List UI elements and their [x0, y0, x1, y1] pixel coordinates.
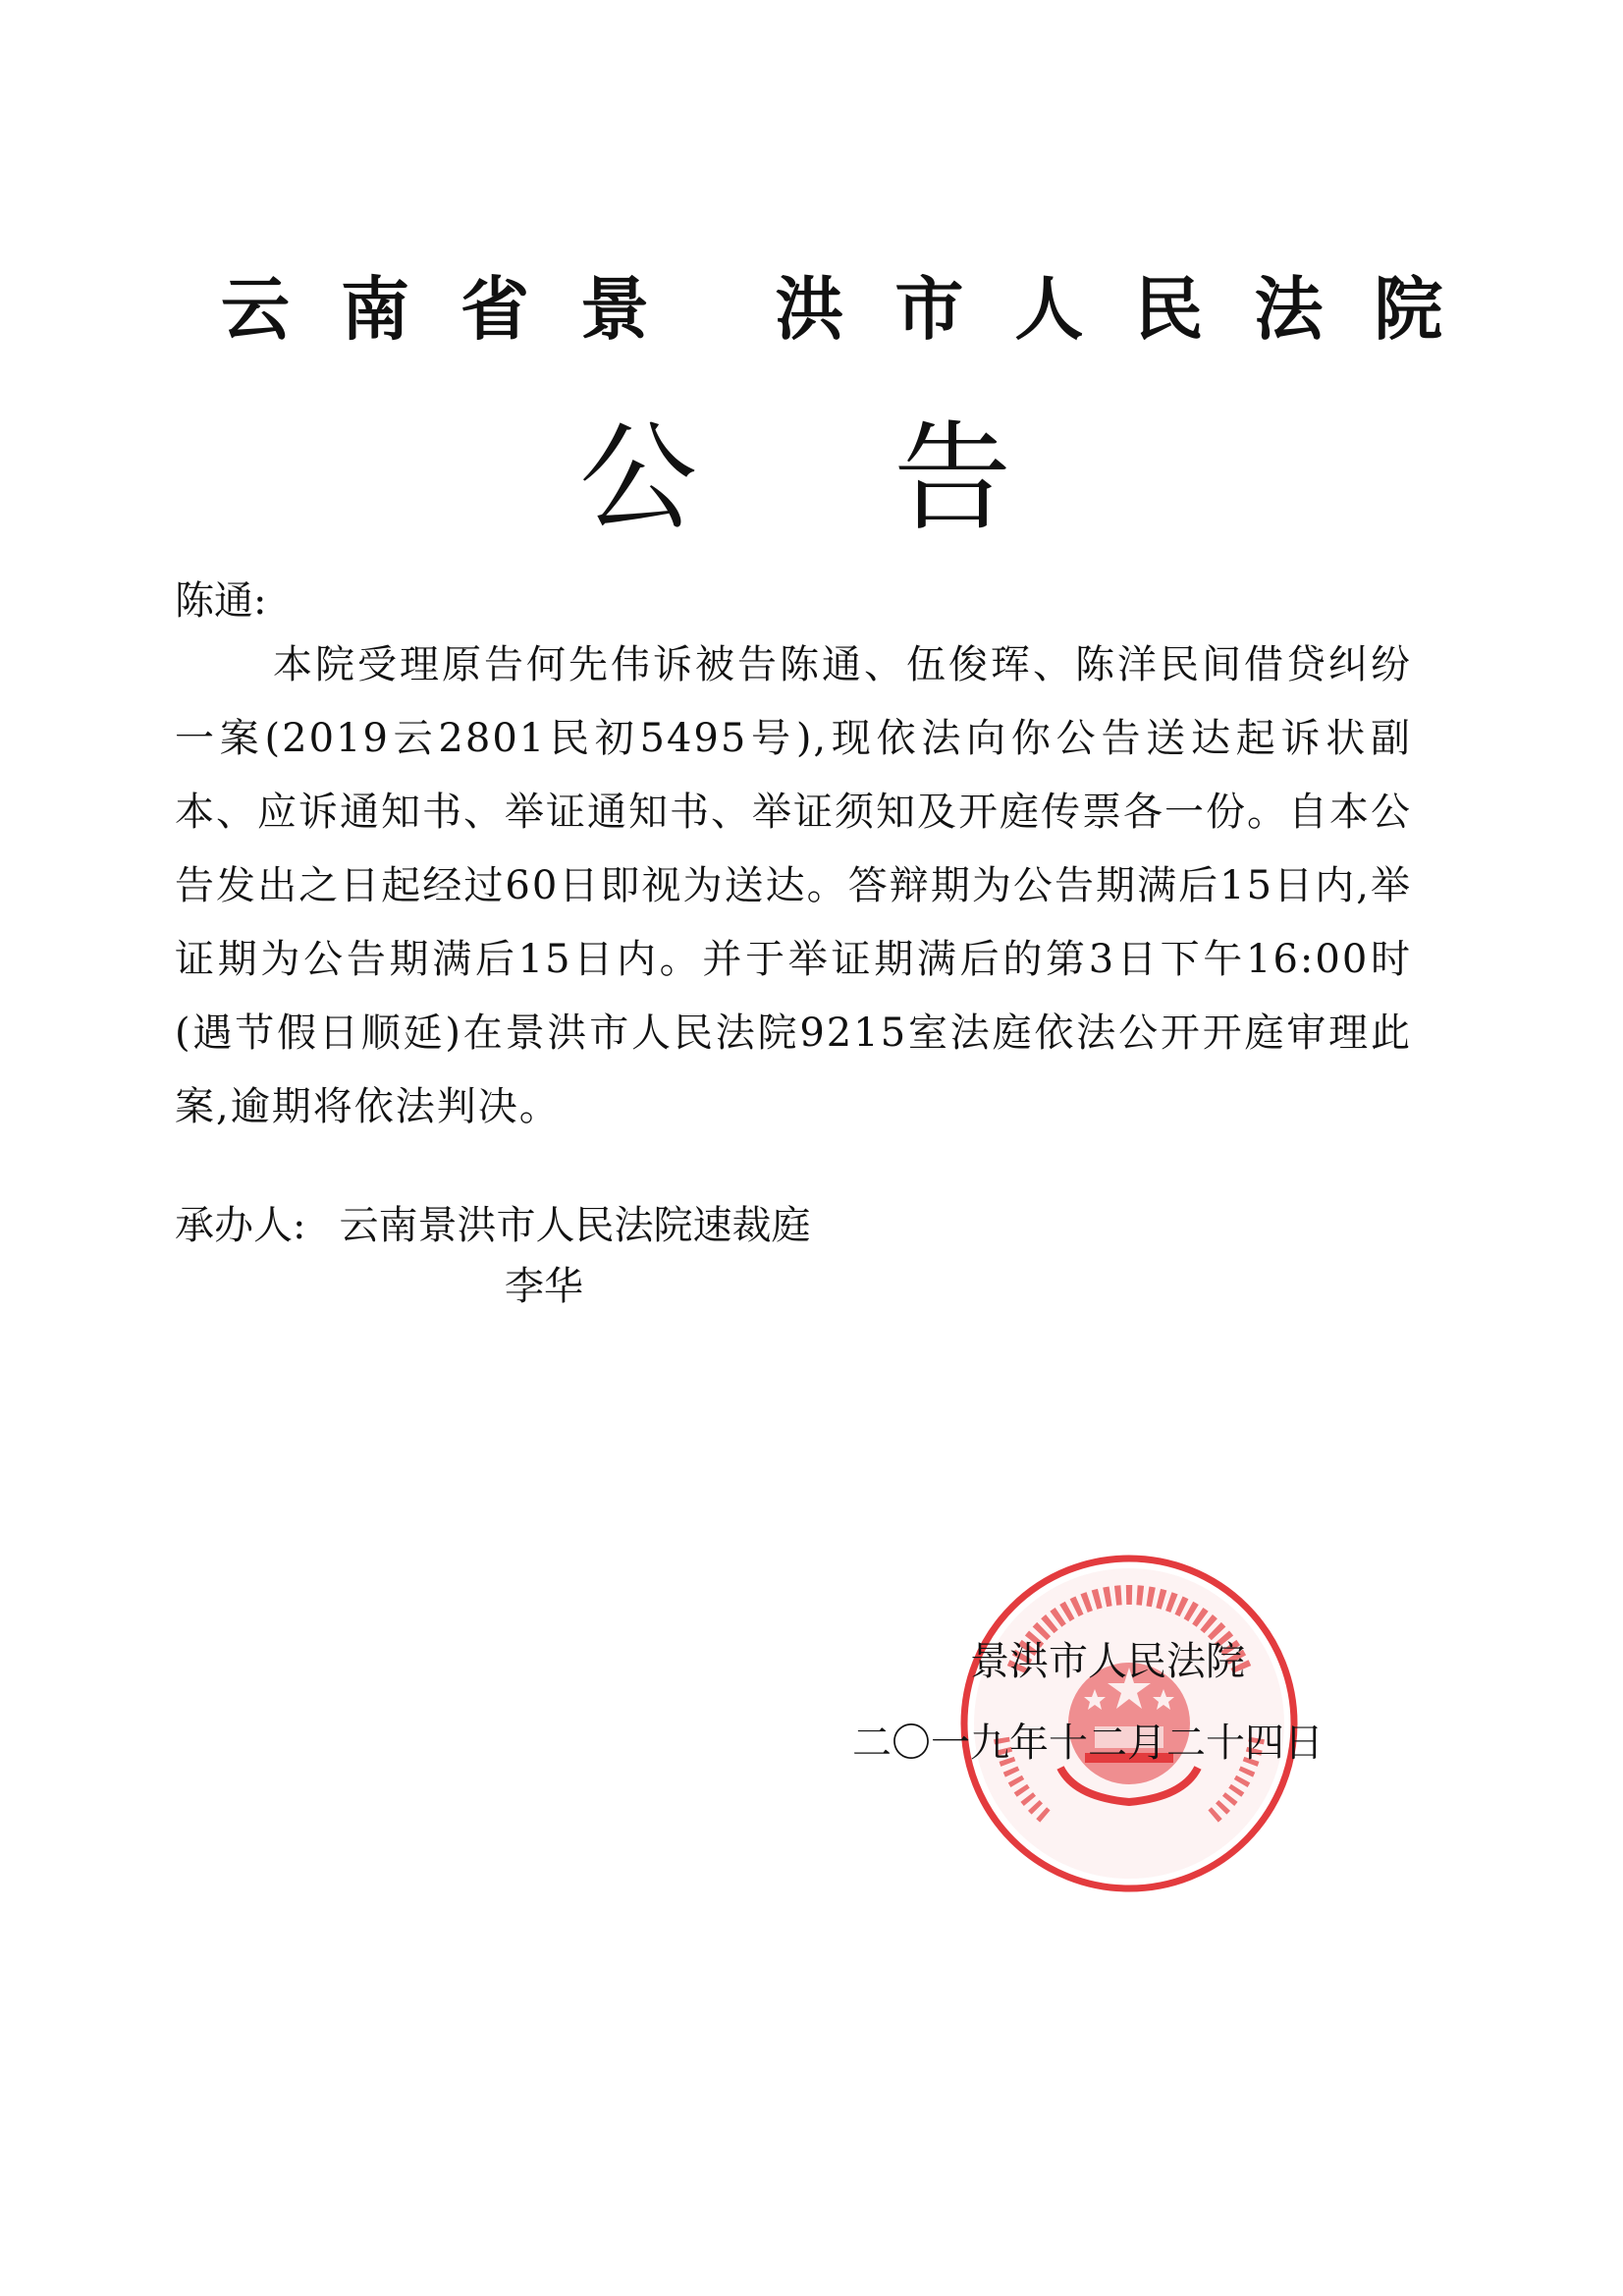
- court-name-heading: 云南省景 洪市人民法院: [221, 268, 1494, 350]
- addressee: 陈通:: [175, 578, 267, 624]
- notice-title: 公告: [579, 410, 1208, 547]
- issue-date: 二〇一九年十二月二十四日: [852, 1721, 1324, 1766]
- notice-body: 本院受理原告何先伟诉被告陈通、伍俊珲、陈洋民间借贷纠纷一案(2019云2801民初5495号),现依法向你公告送达起诉状副本、应诉通知书、举证通知书、举证须知及开庭传票各一份。自本公告发出之日起经过60日即视为送达。答辩期为公告期满后15日内,举证期为公告期满后15日内。并于举证期满后的第3日下午16:00时(遇节假日顺延)在景洪市人民法院9215室法庭依法公开开庭审理此案,逾期将依法判决。: [175, 642, 1412, 1129]
- handler-label: 承办人:: [175, 1203, 306, 1248]
- handler-unit: 云南景洪市人民法院速裁庭: [339, 1203, 811, 1248]
- handler-name: 李华: [505, 1264, 583, 1309]
- handler-row: [175, 1196, 810, 1255]
- issuing-court: 景洪市人民法院: [970, 1639, 1245, 1684]
